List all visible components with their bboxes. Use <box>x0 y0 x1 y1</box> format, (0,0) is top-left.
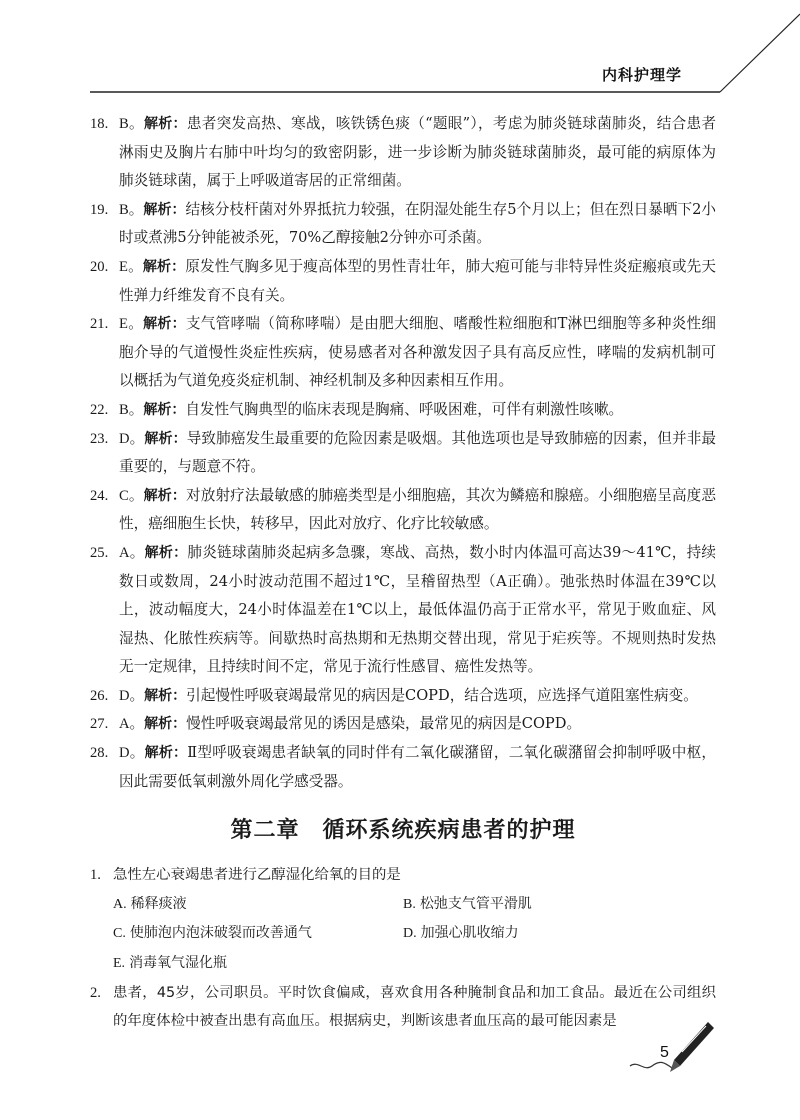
answer-letter: A。 <box>119 544 145 561</box>
answer-number: 24. <box>90 487 109 504</box>
answer-letter: E。 <box>119 258 143 275</box>
answer-number: 18. <box>90 116 109 132</box>
option-item <box>113 919 403 949</box>
answer-item <box>90 310 716 396</box>
analysis-keyword: 解析： <box>143 316 186 333</box>
option-item <box>403 919 703 949</box>
answer-letter: D。 <box>119 430 145 447</box>
answer-item <box>90 396 716 425</box>
question-text: 急性左心衰竭患者进行乙醇湿化给氧的目的是 <box>113 867 401 884</box>
analysis-keyword: 解析： <box>144 544 188 561</box>
analysis-keyword: 解析： <box>144 745 188 762</box>
option-label: C. <box>113 926 126 942</box>
option-text: 消毒氧气湿化瓶 <box>129 955 228 972</box>
question-item <box>90 861 716 890</box>
answer-number: 21. <box>90 316 109 333</box>
analysis-keyword: 解析： <box>144 430 187 447</box>
answer-letter: B。 <box>119 116 144 132</box>
question-number: 2. <box>90 984 101 1001</box>
analysis-text: 慢性呼吸衰竭最常见的诱因是感染，最常见的病因是COPD。 <box>186 715 582 733</box>
chapter-title: 第二章 循环系统疾病患者的护理 <box>230 817 576 844</box>
option-item <box>403 890 703 920</box>
analysis-text: 导致肺癌发生最重要的危险因素是吸烟。其他选项也是导致肺癌的因素，但并非最重要的，与题意不符。 <box>119 429 716 476</box>
answer-item <box>90 682 716 711</box>
answer-number: 27. <box>90 716 109 733</box>
answer-number: 20. <box>90 258 109 275</box>
analysis-keyword: 解析： <box>143 201 186 218</box>
question-number: 1. <box>90 867 101 884</box>
answer-number: 25. <box>90 544 109 561</box>
answer-item <box>90 253 716 310</box>
pen-icon <box>620 1010 720 1080</box>
analysis-keyword: 解析： <box>143 116 187 132</box>
answer-letter: B。 <box>119 201 144 218</box>
page-number: 5 <box>660 1044 669 1061</box>
analysis-text: 支气管哮喘（简称哮喘）是由肥大细胞、嗜酸性粒细胞和T淋巴细胞等多种炎性细胞介导的气道慢性炎症性疾病，使易感者对各种激发因子具有高反应性，哮喘的发病机制可以概括为气道免疫炎症机制、神经机制及多种因素相互作用。 <box>119 315 716 390</box>
answer-list <box>90 110 716 796</box>
option-label: A. <box>113 896 127 912</box>
analysis-text: 肺炎链球菌肺炎起病多急骤，寒战、高热，数小时内体温可高达39～41℃，持续数日或数周，24小时波动范围不超过1℃，呈稽留热型（A正确）。弛张热时体温在39℃以上，波动幅度大，24小时体温差在1℃以上，最低体温仍高于正常水平，常见于败血症、风湿热、化脓性疾病等。间歇热时高热期和无热期交替出现，常见于疟疾等。不规则热时发热无一定规律，且持续时间不定，常见于流行性感冒、癌性发热等。 <box>119 543 717 676</box>
answer-item <box>90 482 716 539</box>
question-text: 患者，45岁，公司职员。平时饮食偏咸，喜欢食用各种腌制食品和加工食品。最近在公司组织的年度体检中被查出患有高血压。根据病史，判断该患者血压高的最可能因素是 <box>113 984 716 1030</box>
answer-number: 26. <box>90 687 109 704</box>
option-text: 松弛支气管平滑肌 <box>419 895 532 912</box>
answer-letter: E。 <box>119 316 144 333</box>
option-text: 加强心肌收缩力 <box>420 925 519 942</box>
option-item <box>113 890 403 920</box>
analysis-keyword: 解析： <box>142 258 186 275</box>
option-text: 使肺泡内泡沫破裂而改善通气 <box>129 925 312 942</box>
analysis-text: 对放射疗法最敏感的肺癌类型是小细胞癌，其次为鳞癌和腺癌。小细胞癌呈高度恶性，癌细胞生长快，转移早，因此对放疗、化疗比较敏感。 <box>119 486 716 533</box>
page-content <box>90 110 716 1036</box>
analysis-text: 原发性气胸多见于瘦高体型的男性青壮年，肺大疱可能与非特异性炎症瘢痕或先天性弹力纤维发育不良有关。 <box>119 257 717 304</box>
answer-item <box>90 539 716 682</box>
analysis-keyword: 解析： <box>144 716 187 733</box>
answer-item <box>90 425 716 482</box>
analysis-keyword: 解析： <box>143 487 186 504</box>
answer-letter: A。 <box>119 716 145 733</box>
answer-letter: B。 <box>119 401 144 418</box>
answer-item <box>90 710 716 739</box>
option-text: 稀释痰液 <box>130 895 187 912</box>
option-label: E. <box>113 956 126 972</box>
analysis-text: 患者突发高热、寒战，咳铁锈色痰（“题眼”），考虑为肺炎链球菌肺炎，结合患者淋雨史及胸片右肺中叶均匀的致密阴影，进一步诊断为肺炎链球菌肺炎，最可能的病原体为肺炎链球菌，属于上呼吸道寄居的正常细菌。 <box>119 115 717 190</box>
option-item <box>113 949 403 979</box>
analysis-text: 结核分枝杆菌对外界抵抗力较强，在阴湿处能生存5个月以上；但在烈日暴晒下2小时或煮沸5分钟能被杀死，70%乙醇接触2分钟亦可杀菌。 <box>119 200 717 247</box>
running-header-title: 内科护理学 <box>602 66 683 84</box>
option-list <box>90 890 716 979</box>
analysis-keyword: 解析： <box>144 687 187 704</box>
answer-letter: D。 <box>119 687 145 704</box>
analysis-keyword: 解析： <box>143 401 186 418</box>
answer-number: 22. <box>90 401 109 418</box>
answer-letter: C。 <box>119 487 144 504</box>
answer-number: 28. <box>90 745 109 762</box>
answer-item <box>90 196 716 253</box>
answer-item <box>90 110 716 196</box>
answer-item <box>90 739 716 796</box>
answer-number: 19. <box>90 201 109 218</box>
analysis-text: 自发性气胸典型的临床表现是胸痛、呼吸困难，可伴有刺激性咳嗽。 <box>185 400 624 418</box>
analysis-text: 引起慢性呼吸衰竭最常见的病因是COPD，结合选项，应选择气道阻塞性病变。 <box>186 686 698 704</box>
option-label: D. <box>403 926 417 942</box>
answer-number: 23. <box>90 430 109 447</box>
answer-letter: D。 <box>119 745 145 762</box>
option-label: B. <box>403 896 416 912</box>
analysis-text: Ⅱ型呼吸衰竭患者缺氧的同时伴有二氧化碳潴留，二氧化碳潴留会抑制呼吸中枢，因此需要低氧刺激外周化学感受器。 <box>119 744 716 790</box>
